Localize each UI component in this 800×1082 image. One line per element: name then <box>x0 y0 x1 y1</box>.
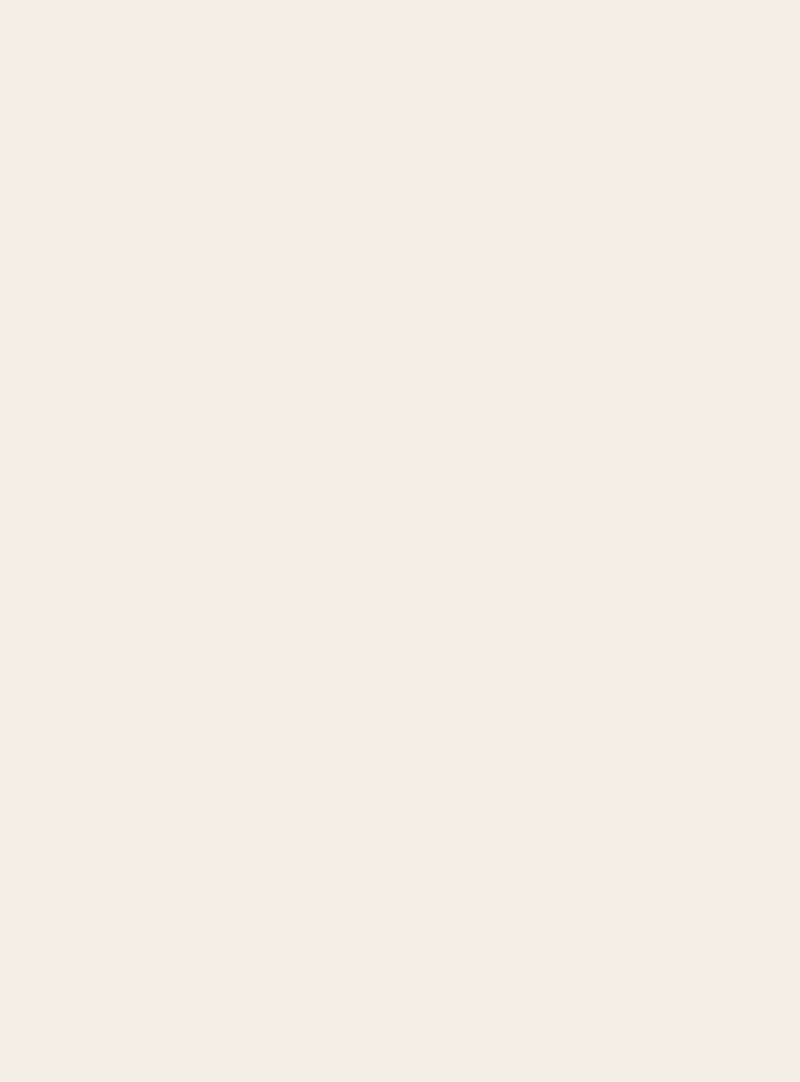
running-header <box>0 54 800 94</box>
page-content <box>160 106 672 118</box>
